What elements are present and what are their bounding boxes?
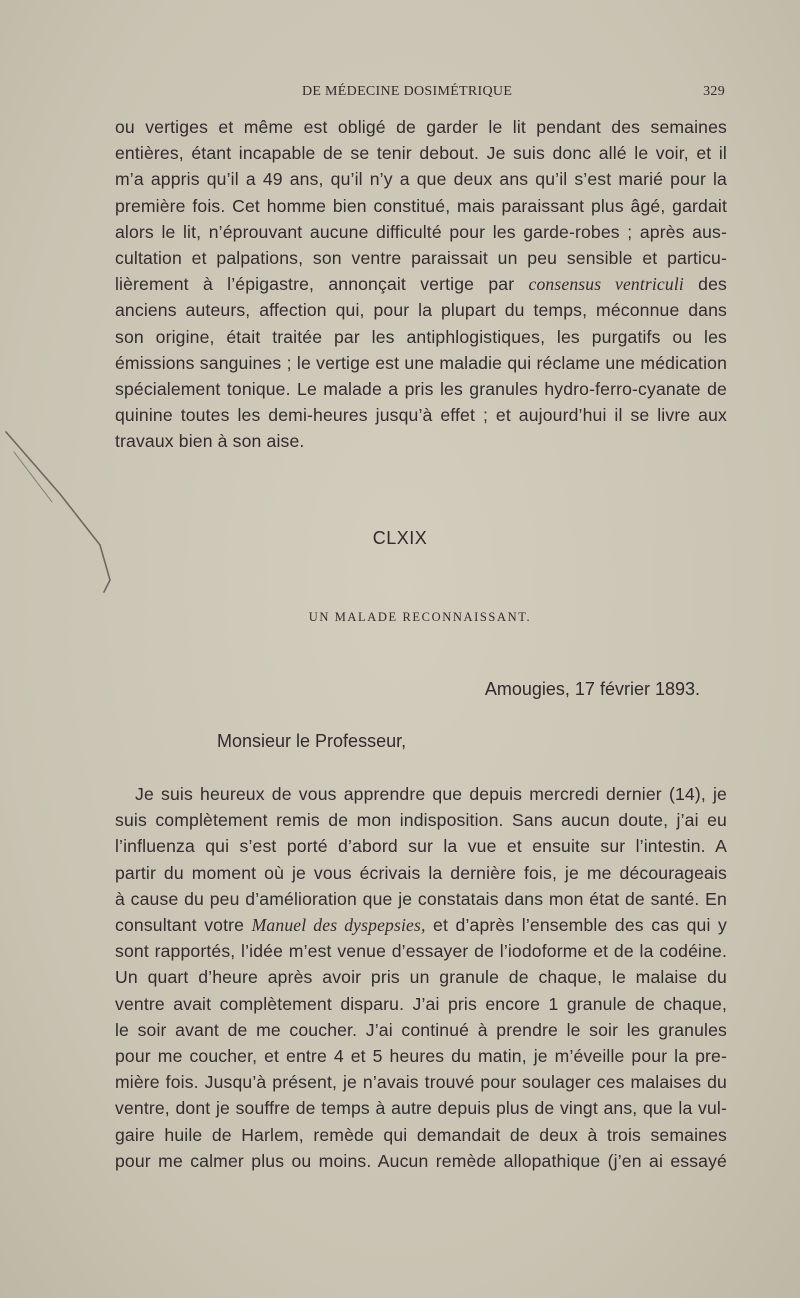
latin-term: consensus ventriculi	[528, 274, 684, 295]
text-line: entières, étant incapable de se tenir debout. Je suis donc allé le voir, et il	[115, 143, 727, 164]
text-line: spécialement tonique. Le malade a pris les granules hydro-ferro-cyanate de	[115, 379, 727, 400]
text-line: à cause du peu d’amélioration que je constatais dans mon état de santé. En	[115, 888, 727, 909]
text-line: première fois. Cet homme bien constitué, mais paraissant plus âgé, gardait	[115, 195, 727, 216]
text-line	[115, 912, 727, 938]
text-line: sont rapportés, l’idée m’est venue d’essayer de l’iodoforme et de la codéine.	[115, 941, 727, 962]
text-line: pour me calmer plus ou moins. Aucun remède allopathique (j’en ai essayé	[115, 1150, 727, 1171]
letter-body	[115, 781, 727, 1174]
running-header	[115, 84, 725, 106]
text-line: ou vertiges et même est obligé de garder le lit pendant des semaines	[115, 117, 727, 137]
text-line: pour me coucher, et entre 4 et 5 heures du matin, je m’éveille pour la pre-	[115, 1046, 727, 1067]
text-line: travaux bien à son aise.	[115, 431, 305, 452]
text-line: suis complètement remis de mon indisposition. Sans aucun doute, j’ai eu	[115, 810, 727, 831]
text-line: mière fois. Jusqu’à présent, je n’avais trouvé pour soulager ces malaises du	[115, 1072, 727, 1093]
text-line: partir du moment où je vous écrivais la dernière fois, je me décourageais	[115, 862, 727, 883]
text-line: Un quart d’heure après avoir pris un granule de chaque, le malaise du	[115, 967, 727, 988]
section-number: CLXIX	[372, 528, 428, 548]
text-segment: Je suis heureux de vous apprendre que depuis mercredi dernier (14), je	[135, 784, 727, 804]
running-title: DE MÉDECINE DOSIMÉTRIQUE	[302, 84, 513, 99]
text-line	[115, 781, 727, 807]
text-segment: et d’après l’ensemble des cas qui y	[425, 915, 728, 936]
text-segment: lièrement à l’épigastre, annonçait vertige par	[115, 274, 515, 295]
text-line: m’a appris qu’il a 49 ans, qu’il n’y a que deux ans qu’il s’est marié pour la	[115, 169, 727, 190]
text-line: émissions sanguines ; le vertige est une maladie qui réclame une médication	[115, 352, 727, 373]
text-line: gaire huile de Harlem, remède qui demandait de deux à trois semaines	[115, 1124, 727, 1145]
text-line: ventre avait complètement disparu. J’ai pris encore 1 granule de chaque,	[115, 993, 727, 1014]
text-line: alors le lit, n’éprouvant aucune difficulté pour les garde-robes ; après aus-	[115, 221, 727, 242]
text-segment: consultant votre	[115, 915, 245, 936]
text-line: son origine, était traitée par les antiphlogistiques, les purgatifs ou les	[115, 326, 727, 347]
text-line: le soir avant de me coucher. J’ai continué à prendre le soir les granules	[115, 1019, 727, 1040]
text-line: anciens auteurs, affection qui, pour la plupart du temps, méconnue dans	[115, 300, 727, 321]
text-line	[115, 271, 727, 297]
letter-salutation: Monsieur le Professeur,	[217, 731, 407, 751]
text-line: ventre, dont je souffre de temps à autre depuis plus de vingt ans, que la vul-	[115, 1098, 727, 1119]
paragraph-continuation	[115, 114, 727, 455]
text-line: quinine toutes les demi-heures jusqu’à effet ; et aujourd’hui il se livre aux	[115, 405, 727, 426]
text-line: cultation et palpations, son ventre paraissait un peu sensible et particu-	[115, 248, 727, 269]
letter-dateline: Amougies, 17 février 1893.	[484, 679, 700, 699]
section-title: UN MALADE RECONNAISSANT.	[308, 610, 532, 624]
pencil-margin-mark	[0, 420, 130, 600]
text-line: l’influenza qui s’est porté d’abord sur la vue et ensuite sur l’intestin. A	[115, 836, 727, 857]
book-title: Manuel des dyspepsies,	[251, 915, 426, 936]
text-segment: des	[683, 274, 727, 295]
page-number: 329	[703, 84, 725, 99]
